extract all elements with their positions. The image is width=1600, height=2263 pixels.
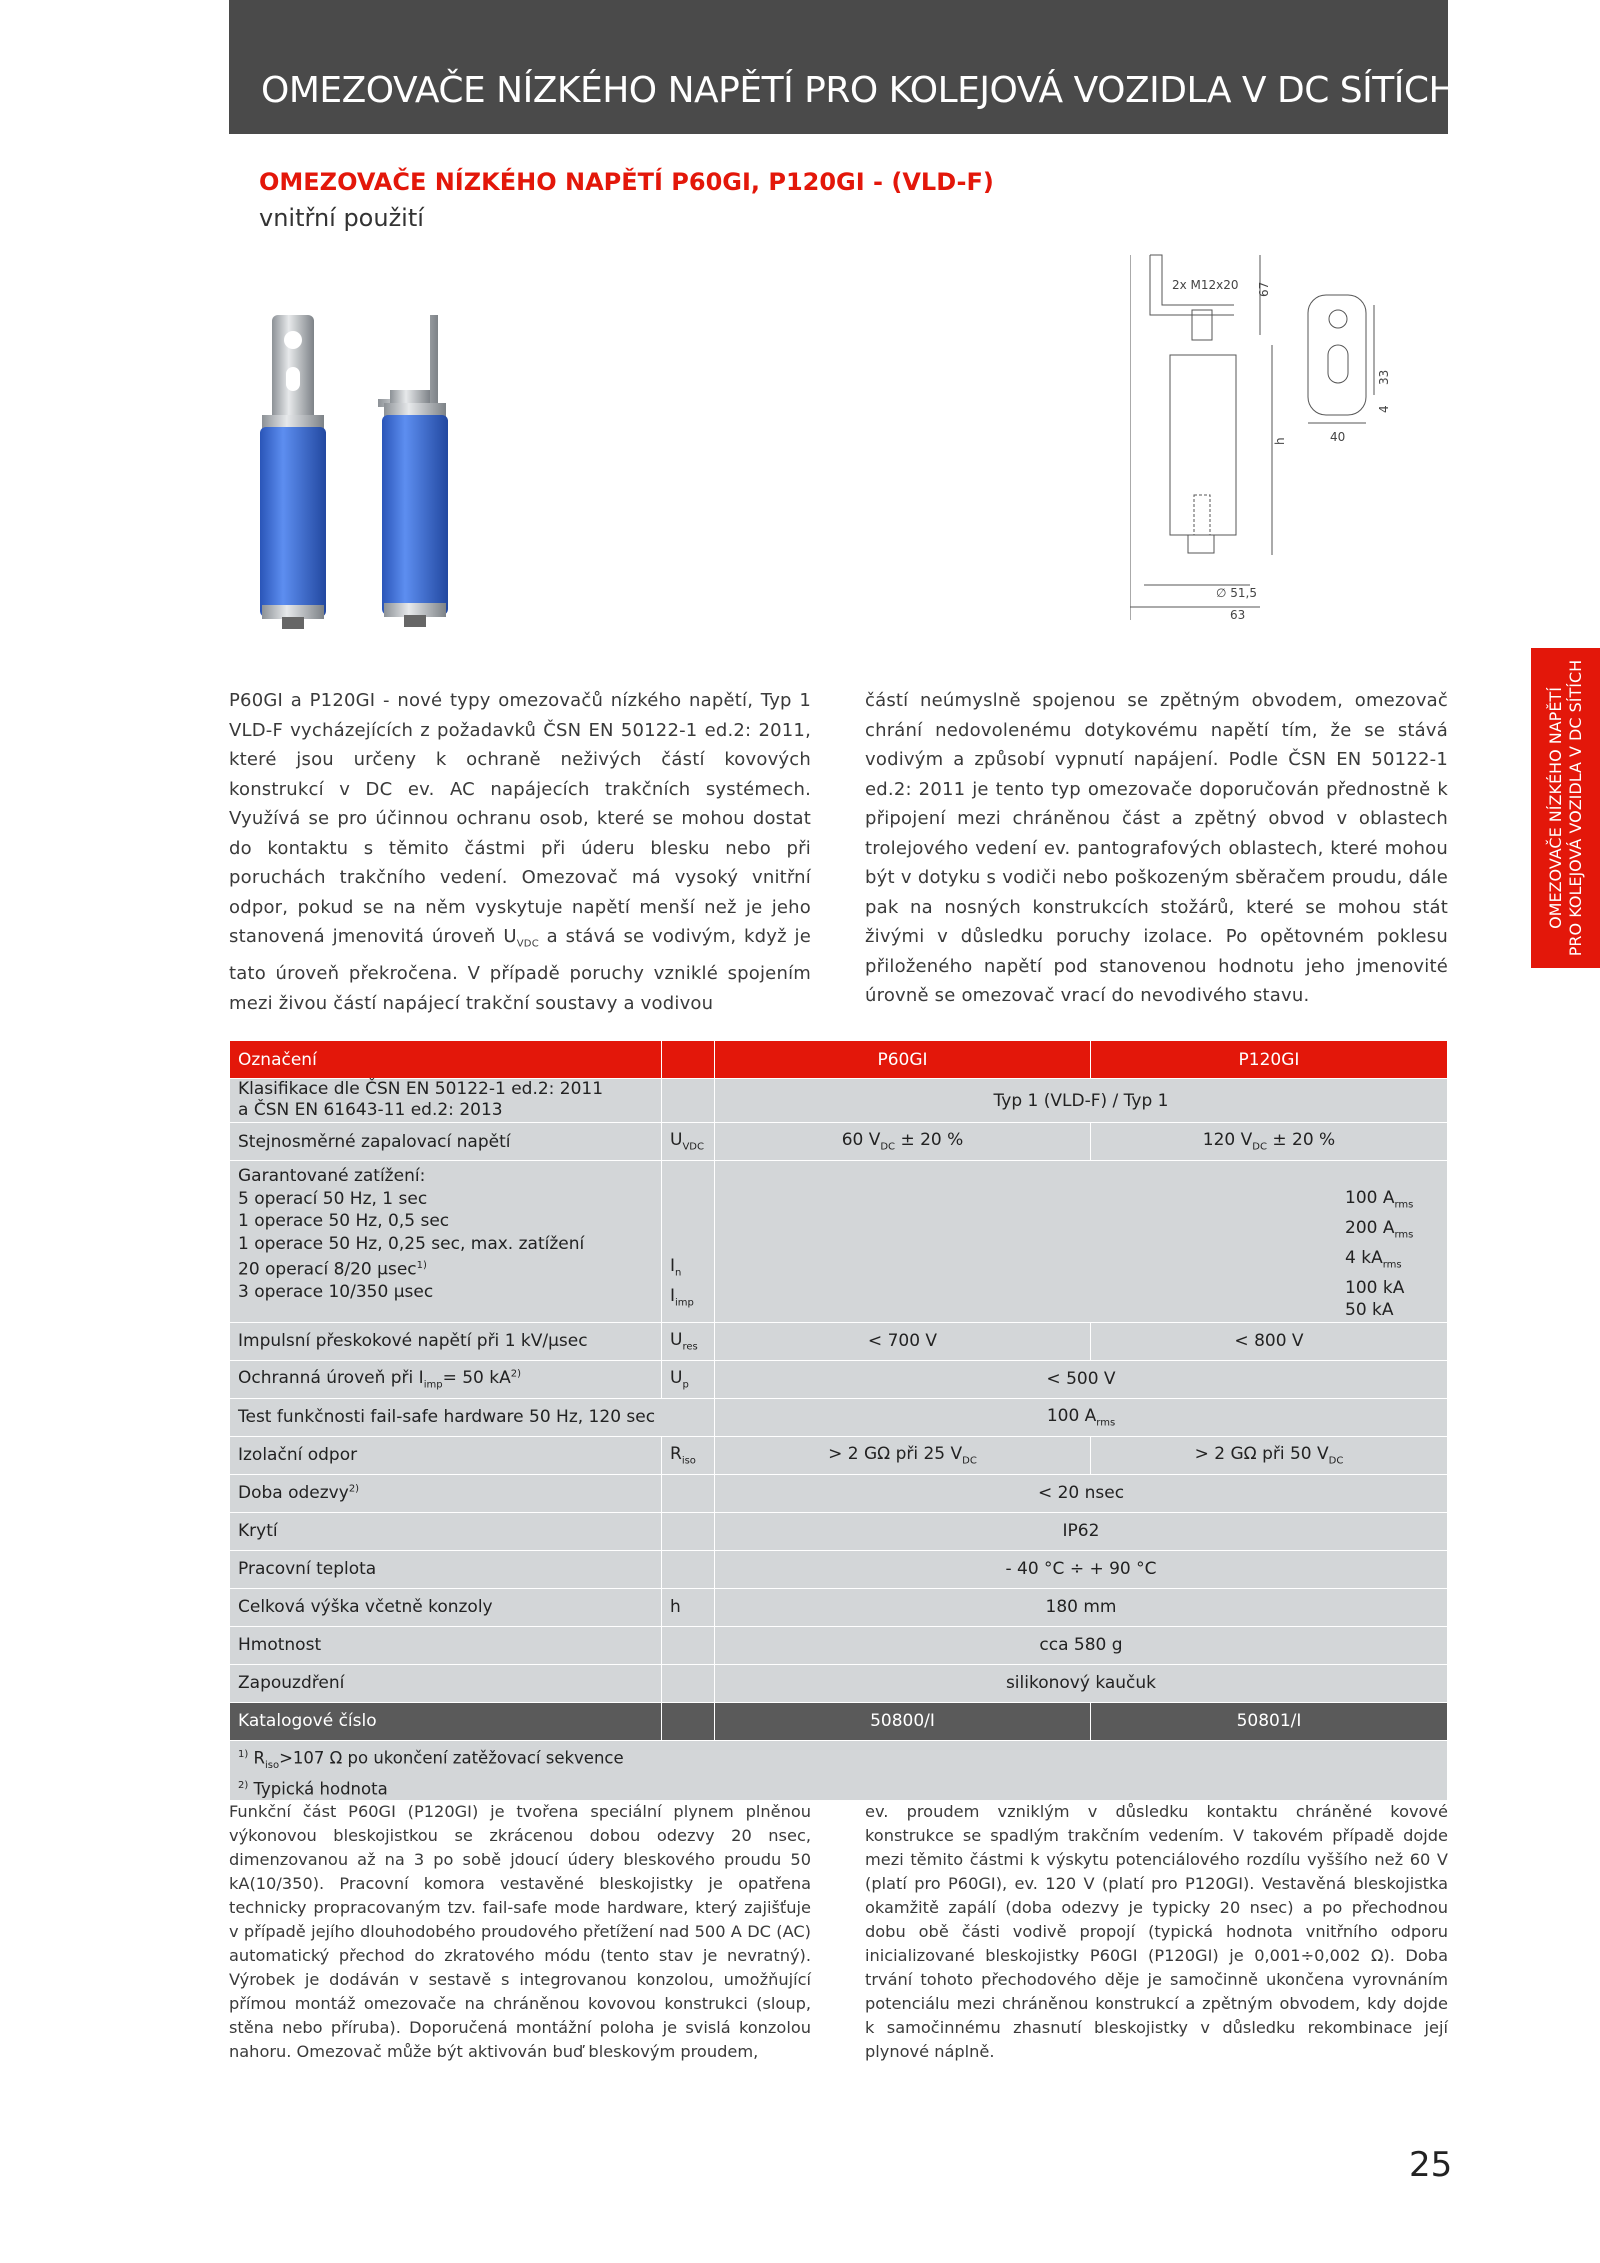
ochranna-value: < 500 V — [715, 1360, 1448, 1398]
hmotnost-value: cca 580 g — [715, 1626, 1448, 1664]
table-header-p120: P120GI — [1091, 1041, 1448, 1079]
kryti-value: IP62 — [715, 1512, 1448, 1550]
table-row: Izolační odpor $R_{iso}$ > 2 GΩ při 25 $V_{DC}$ > 2 GΩ při 50 $V_{DC}$ — [230, 1436, 1448, 1474]
dim-4: 4 — [1377, 405, 1391, 413]
odezva-label: Doba odezvy$^{2)}$ — [230, 1474, 662, 1512]
page-number: 25 — [1409, 2145, 1453, 2185]
dim-63: 63 — [1230, 608, 1246, 622]
hmotnost-label: Hmotnost — [230, 1626, 662, 1664]
zatizeni-labels: Garantované zatížení: 5 operací 50 Hz, 1 sec 1 operace 50 Hz, 0,5 sec 1 operace 50 Hz, 0,25 sec, max. zatížení 20 operací 8/20 μsec$^{1)}$ 3 operace 10/350 μsec — [230, 1161, 662, 1323]
dim-40: 40 — [1330, 430, 1346, 444]
zapouzdreni-value: silikonový kaučuk — [715, 1664, 1448, 1702]
zapalovaci-label: Stejnosměrné zapalovací napětí — [230, 1123, 662, 1161]
dim-thread: 2x M12x20 — [1172, 278, 1239, 292]
spec-table — [229, 1040, 1448, 1801]
table-row — [230, 1664, 1448, 1702]
teplota-label: Pracovní teplota — [230, 1550, 662, 1588]
intro-left-symbol: U — [503, 926, 517, 947]
odezva-value: < 20 nsec — [715, 1474, 1448, 1512]
katalog-p60: 50800/I — [715, 1702, 1091, 1740]
zapouzdreni-label: Zapouzdření — [230, 1664, 662, 1702]
side-tab — [1531, 648, 1600, 968]
header-bar — [229, 0, 1456, 134]
test-label: Test funkčnosti fail-safe hardware 50 Hz, 120 sec — [230, 1398, 715, 1436]
table-row — [230, 1079, 1448, 1123]
table-row: Ochranná úroveň při $I_{imp}= 50$ $kA^{2)}$ $U_p$ < 500 V — [230, 1360, 1448, 1398]
table-header-label: Označení — [230, 1041, 662, 1079]
side-tab-label: OMEZOVAČE NÍZKÉHO NAPĚTÍ PRO KOLEJOVÁ VOZIDLA V DC SÍTÍCH — [1545, 659, 1585, 957]
impulsni-p60: < 700 V — [715, 1322, 1091, 1360]
technical-drawing — [1130, 245, 1460, 625]
body-right: ev. proudem vzniklým v důsledku kontaktu chráněné kovové konstrukce se spadlým trakčním vedením. V takovém případě dojde mezi těmito částmi k výskytu potenciálového rozdílu vyššího než 60 V (platí pro P60GI), ev. 120 V (platí pro P120GI). Vestavěná bleskojistka okamžitě zapálí (doba odezvy je typicky 20 nsec) a po přechodnou dobu obě části vodivě propojí (typická hodnota vnitřního odporu inicializované bleskojistky P60GI (P120GI) je 0,001÷0,002 Ω). Doba trvání tohoto přechodového děje je samočinně ukončena vyrovnáním potenciálu mezi chráněnou konstrukcí a zpětným obvodem, kdy dojde k samočinnému zhasnutí bleskojistky v důsledku rekombinace její plynové náplně. — [865, 1802, 1448, 2061]
table-row — [230, 1626, 1448, 1664]
vyska-value: 180 mm — [715, 1588, 1448, 1626]
zapalovaci-symbol: U — [670, 1130, 683, 1151]
table-row: Impulsní přeskokové napětí při 1 kV/μsec $U_{res}$ < 700 V < 800 V — [230, 1322, 1448, 1360]
klasifikace-label-2: a ČSN EN 61643-11 ed.2: 2013 — [238, 1100, 503, 1120]
katalog-label: Katalogové číslo — [230, 1702, 662, 1740]
kryti-label: Krytí — [230, 1512, 662, 1550]
product-subtitle: vnitřní použití — [259, 204, 424, 232]
izolacni-p60: > 2 GΩ při 25 $V_{DC}$ — [715, 1436, 1091, 1474]
intro-left — [229, 686, 811, 1018]
table-row — [230, 1550, 1448, 1588]
test-value: 100 $A_{rms}$ — [715, 1398, 1448, 1436]
table-notes-row — [230, 1740, 1448, 1800]
klasifikace-label-1: Klasifikace dle ČSN EN 50122-1 ed.2: 2011 — [238, 1079, 604, 1099]
product-photo — [240, 295, 570, 635]
intro-left-end: a stává se vodivým, když je tato úroveň překročena. V případě poruchy vzniklé spojením mezi živou částí napájecí trakční soustavy a vodivou — [229, 926, 811, 1014]
table-row — [230, 1161, 1448, 1323]
dim-h: h — [1273, 437, 1287, 445]
table-header-p60: P60GI — [715, 1041, 1091, 1079]
zapalovaci-p120: 120 V — [1202, 1130, 1253, 1151]
izolacni-label: Izolační odpor — [230, 1436, 662, 1474]
zatizeni-values: 100 $A_{rms}$ 200 $A_{rms}$ 4 $kA_{rms}$ 100 kA 50 kA — [715, 1161, 1448, 1323]
vyska-symbol: h — [662, 1588, 715, 1626]
product-title: OMEZOVAČE NÍZKÉHO NAPĚTÍ P60GI, P120GI - (VLD-F) — [259, 168, 994, 196]
ochranna-label: Ochranná úroveň při $I_{imp}= 50$ $kA^{2)}$ — [230, 1360, 662, 1398]
impulsni-p120: < 800 V — [1091, 1322, 1448, 1360]
page-title: OMEZOVAČE NÍZKÉHO NAPĚTÍ PRO KOLEJOVÁ VOZIDLA V DC SÍTÍCH — [261, 70, 1456, 111]
table-row: Stejnosměrné zapalovací napětí $U_{VDC}$ 60 $V_{DC} \pm 20$ % 120 $V_{DC} \pm 20$ % — [230, 1123, 1448, 1161]
table-row — [230, 1398, 1448, 1436]
table-row — [230, 1474, 1448, 1512]
intro-right: částí neúmyslně spojenou se zpětným obvodem, omezovač chrání nedovolenému dotykovému napětí tím, že se stává vodivým a způsobí vypnutí napájení. Podle ČSN EN 50122-1 ed.2: 2011 je tento typ omezovače doporučován přednostně k připojení mezi chráněnou část a zpětný obvod v oblastech trolejového vedení ev. pantografových oblastech, které mohou být v dotyku s vodiči nebo poškozeným sběračem proudu, dále pak na nosných konstrukcích stožárů, které se mohou stát živými v důsledku poruchy izolace. Po opětovném poklesu přiloženého napětí pod stanovenou hodnotu jeho jmenovité úrovně se omezovač vrací do nevodivého stavu. — [865, 690, 1448, 1006]
dim-diameter: ∅ 51,5 — [1216, 586, 1257, 600]
table-header-row — [230, 1041, 1448, 1079]
dim-33: 33 — [1377, 369, 1391, 385]
dim-67: 67 — [1257, 281, 1271, 297]
impulsni-label: Impulsní přeskokové napětí při 1 kV/μsec — [230, 1322, 662, 1360]
body-left: Funkční část P60GI (P120GI) je tvořena speciální plynem plněnou výkonovou bleskojistkou se zkrácenou dobou odezvy 20 nsec, dimenzovanou až na 3 po sobě jdoucí údery bleskového proudu 50 kA(10/350). Pracovní komora vestavěné bleskojistky je opatřena technicky propracovaným tzv. fail-safe mode hardware, který zajišťuje v případě jejího dlouhodobého proudového přetížení nad 500 A DC (AC) automatický přechod do zkratového módu (tento stav je nevratný). Výrobek je dodáván v sestavě s integrovanou konzolou, umožňující přímou montáž omezovače na chráněnou kovovou konstrukci (sloup, stěna nebo příruba). Doporučená montážní poloha je svislá konzolou nahoru. Omezovač může být aktivován buď bleskovým proudem, — [229, 1802, 811, 2061]
zatizeni-symbols: $I_n$ $I_{imp}$ — [662, 1161, 715, 1323]
izolacni-p120: > 2 GΩ při 50 $V_{DC}$ — [1091, 1436, 1448, 1474]
intro-left-text: P60GI a P120GI - nové typy omezovačů nízkého napětí, Typ 1 VLD-F vycházejících z požadavků ČSN EN 50122-1 ed.2: 2011, které jsou určeny k ochraně neživých částí kovových konstrukcí v DC ev. AC napájecích trakčních systémech. Využívá se pro účinnou ochranu osob, které se mohou dostat do kontaktu s těmito částmi při úderu blesku nebo při poruchách trakčního vedení. Omezovač má vysoký vnitřní odpor, pokud se na něm vyskytuje napětí menší než je jeho stanovená jmenovitá úroveň — [229, 690, 811, 947]
table-row — [230, 1588, 1448, 1626]
teplota-value: - 40 °C ÷ + 90 °C — [715, 1550, 1448, 1588]
vyska-label: Celková výška včetně konzoly — [230, 1588, 662, 1626]
zapalovaci-p60: 60 V — [841, 1130, 881, 1151]
table-notes: $^{1)}$ $R_{iso}>107$ Ω po ukončení zatěžovací sekvence $^{2)}$ Typická hodnota — [230, 1740, 1448, 1800]
katalog-p120: 50801/I — [1091, 1702, 1448, 1740]
intro-left-subscript: VDC — [516, 938, 539, 950]
catalog-row — [230, 1702, 1448, 1740]
table-row — [230, 1512, 1448, 1550]
klasifikace-value: Typ 1 (VLD-F) / Typ 1 — [715, 1079, 1448, 1123]
